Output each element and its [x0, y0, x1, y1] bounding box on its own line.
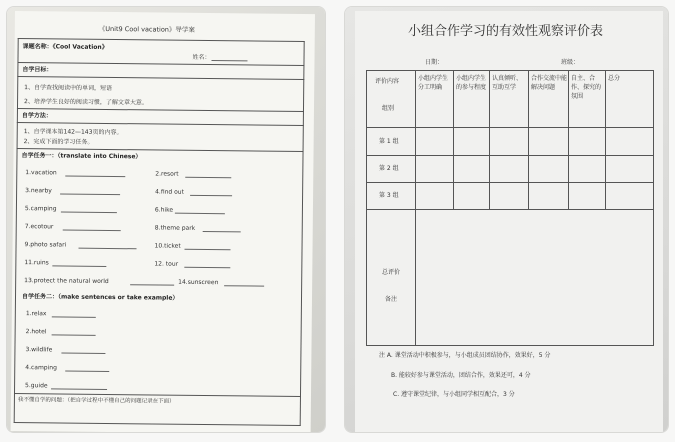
name-blank	[211, 60, 247, 61]
methods-heading: 自学方法：	[21, 112, 52, 120]
task1-item: 5.camping	[24, 205, 57, 213]
header-cell: 小组内学生的参与程度	[456, 75, 487, 91]
form-title: 小组合作学习的有效性观察评价表	[408, 24, 604, 39]
grid-line	[653, 70, 654, 346]
grid-line	[366, 209, 654, 210]
header-cell: 合作交流中能解决问题	[531, 75, 568, 91]
evaluation-paper	[355, 11, 663, 432]
answer-blank	[185, 249, 231, 250]
right-photo	[345, 7, 668, 432]
date-label: 日期：	[425, 59, 444, 66]
header-cell: 小组内学生分工明确	[418, 75, 449, 91]
note-line: 注 A. 课堂活动中积极参与，与小组成员团结协作，效果好，5 分	[379, 352, 551, 359]
task1-item: 11.ruins	[24, 259, 49, 267]
task1-item: 3.nearby	[25, 187, 52, 195]
answer-blank	[63, 230, 121, 232]
answer-blank	[65, 371, 109, 372]
divider	[17, 108, 304, 112]
answer-blank	[52, 334, 96, 335]
grid-line	[489, 70, 490, 210]
task1-item: 6.hike	[154, 206, 174, 214]
answer-blank	[130, 284, 174, 285]
row-label: 第 1 组	[379, 138, 399, 145]
answer-blank	[52, 316, 96, 317]
task1-heading: 自学任务一：（translate into Chinese）	[21, 152, 142, 161]
answer-blank	[185, 177, 231, 178]
task1-item: 12. tour	[154, 260, 179, 268]
grid-line	[366, 345, 654, 346]
grid-line	[366, 182, 654, 183]
frame-top	[18, 38, 305, 42]
name-label: 姓名：	[192, 53, 211, 62]
task1-item: 2.resort	[155, 170, 179, 178]
answer-blank	[52, 265, 106, 267]
header-cell: 总分	[608, 75, 621, 82]
divider	[17, 122, 304, 126]
grid-line	[605, 70, 606, 210]
left-photo	[7, 7, 325, 432]
answer-blank	[61, 211, 117, 213]
task1-item: 7.ecotour	[24, 223, 54, 231]
task2-item: 5.guide	[25, 382, 48, 390]
answer-blank	[184, 267, 230, 268]
divider	[17, 76, 304, 80]
answer-blank	[60, 193, 120, 195]
goal-item: 2、培养学生良好的阅读习惯，了解文章大意。	[24, 98, 148, 107]
task1-item: 14.sunscreen	[178, 278, 219, 287]
grid-line	[366, 127, 654, 128]
worksheet-title: 《Unit9 Cool vacation》导学案	[98, 24, 195, 34]
header-cell: 自主、合作、探究的氛围	[571, 75, 602, 100]
row-label: 第 3 组	[379, 192, 399, 199]
answer-blank	[51, 388, 107, 390]
task1-item: 4.find out	[155, 188, 185, 196]
answer-blank	[79, 248, 137, 250]
remarks-label: 备注	[385, 296, 398, 303]
divider	[14, 393, 301, 397]
answer-blank	[61, 353, 105, 354]
answer-blank	[224, 285, 264, 286]
grid-line	[415, 70, 416, 346]
divider	[17, 62, 304, 66]
frame-right	[300, 41, 305, 426]
header-content-label: 评价内容	[375, 78, 400, 85]
frame-left	[14, 38, 19, 423]
header-group-label: 组别	[382, 105, 395, 112]
task1-item: 8.theme park	[154, 224, 196, 232]
grid-line	[366, 70, 654, 71]
grid-line	[528, 70, 529, 210]
topic-label: 课题名称：《Cool Vacation》	[22, 43, 108, 51]
task1-item: 9.photo safari	[24, 241, 67, 249]
answer-blank	[190, 195, 232, 196]
worksheet-paper	[11, 11, 315, 432]
note-line: B. 能较好参与课堂活动，团结合作，效果还可，4 分	[391, 372, 531, 379]
grid-line	[366, 70, 367, 346]
answer-blank	[65, 176, 125, 178]
header-cell: 认真倾听、互助互学	[492, 75, 523, 91]
task2-item: 2.hotel	[25, 328, 47, 336]
row-label: 第 2 组	[379, 165, 399, 172]
task2-heading: 自学任务二：（make sentences or take example）	[21, 293, 179, 302]
questions-label: 我不懂自学的问题：（把自学过程中不懂自己的问题记录在下面）	[17, 397, 175, 405]
method-item: 2、完成下面的学习任务。	[23, 138, 94, 146]
goal-item: 1、自学查找阅读中的单词，短语	[24, 84, 113, 93]
task1-item: 10.ticket	[154, 242, 181, 250]
frame-bottom	[14, 422, 301, 426]
note-line: C. 遵守课堂纪律，与小组同学相互配合，3 分	[393, 391, 515, 398]
task1-item: 13.protect the natural world	[24, 277, 109, 285]
divider	[17, 148, 304, 152]
class-label: 班级：	[561, 59, 580, 66]
task1-item: 1.vacation	[25, 169, 57, 177]
summary-label: 总评价	[382, 269, 401, 276]
grid-line	[453, 70, 454, 210]
task2-item: 4.camping	[25, 364, 57, 372]
answer-blank	[203, 231, 241, 232]
task2-item: 1.relax	[25, 310, 47, 318]
method-item: 1、自学课本第142—143页的内容。	[23, 128, 123, 137]
task2-item: 3.wildlife	[25, 346, 53, 354]
answer-blank	[175, 213, 225, 215]
grid-line	[568, 70, 569, 210]
grid-line	[366, 155, 654, 156]
goals-heading: 自学目标：	[22, 66, 53, 74]
